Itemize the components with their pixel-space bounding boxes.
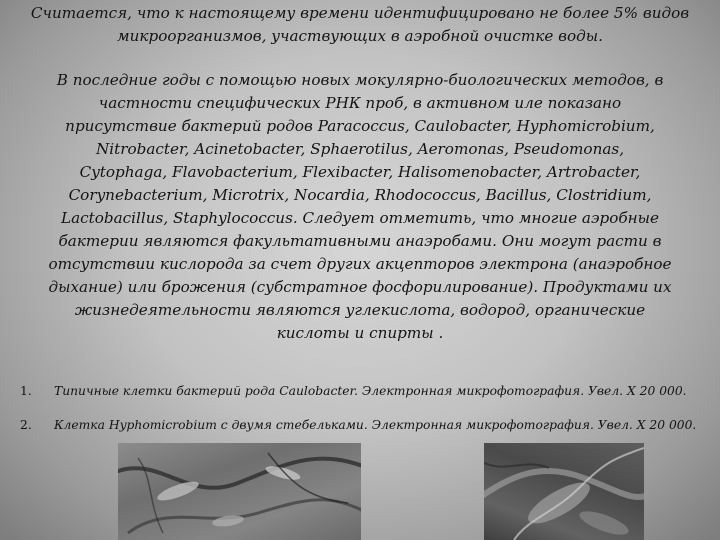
caption-number: 2.	[20, 418, 32, 432]
micrograph-hyphomicrobium	[484, 443, 644, 540]
intro-line: Считается, что к настоящему времени идентифицировано не более 5% видов	[30, 4, 690, 22]
body-line: отсутствии кислорода за счет других акцепторов электрона (анаэробное	[48, 255, 672, 273]
body-line: Lactobacillus, Staphylococcus. Следует отметить, что многие аэробные	[61, 209, 659, 227]
caption-text: Типичные клетки бактерий рода Caulobacter. Электронная микрофотография. Увел. Х 20 000.	[54, 384, 687, 398]
body-line: В последние годы с помощью новых мокулярно-биологических методов, в	[56, 71, 664, 89]
body-line: дыхание) или брожения (субстратное фосфорилирование). Продуктами их	[48, 278, 672, 296]
body-line: частности специфических РНК проб, в активном иле показано	[98, 94, 622, 112]
caption-number: 1.	[20, 384, 32, 398]
body-paragraph	[10, 69, 710, 345]
intro-paragraph	[10, 2, 710, 48]
body-line: Corynebacterium, Microtrix, Nocardia, Rhodococcus, Bacillus, Clostridium,	[68, 186, 652, 204]
caption-text: Клетка Hyphomicrobium с двумя стебельками. Электронная микрофотография. Увел. Х 20 000.	[54, 418, 697, 432]
body-line: бактерии являются факультативными анаэробами. Они могут расти в	[58, 232, 662, 250]
body-line: Nitrobacter, Acinetobacter, Sphaerotilus, Aeromonas, Pseudomonas,	[95, 140, 625, 158]
body-line: жизнедеятельности являются углекислота, водород, органические	[74, 301, 646, 319]
micrograph-caulobacter	[118, 443, 361, 540]
intro-line: микроорганизмов, участвующих в аэробной очистке воды.	[117, 27, 603, 45]
body-line: кислоты и спирты .	[276, 324, 444, 342]
body-line: присутствие бактерий родов Paracoccus, Caulobacter, Hyphomicrobium,	[65, 117, 655, 135]
body-line: Cytophaga, Flavobacterium, Flexibacter, Halisomenobacter, Artrobacter,	[79, 163, 641, 181]
